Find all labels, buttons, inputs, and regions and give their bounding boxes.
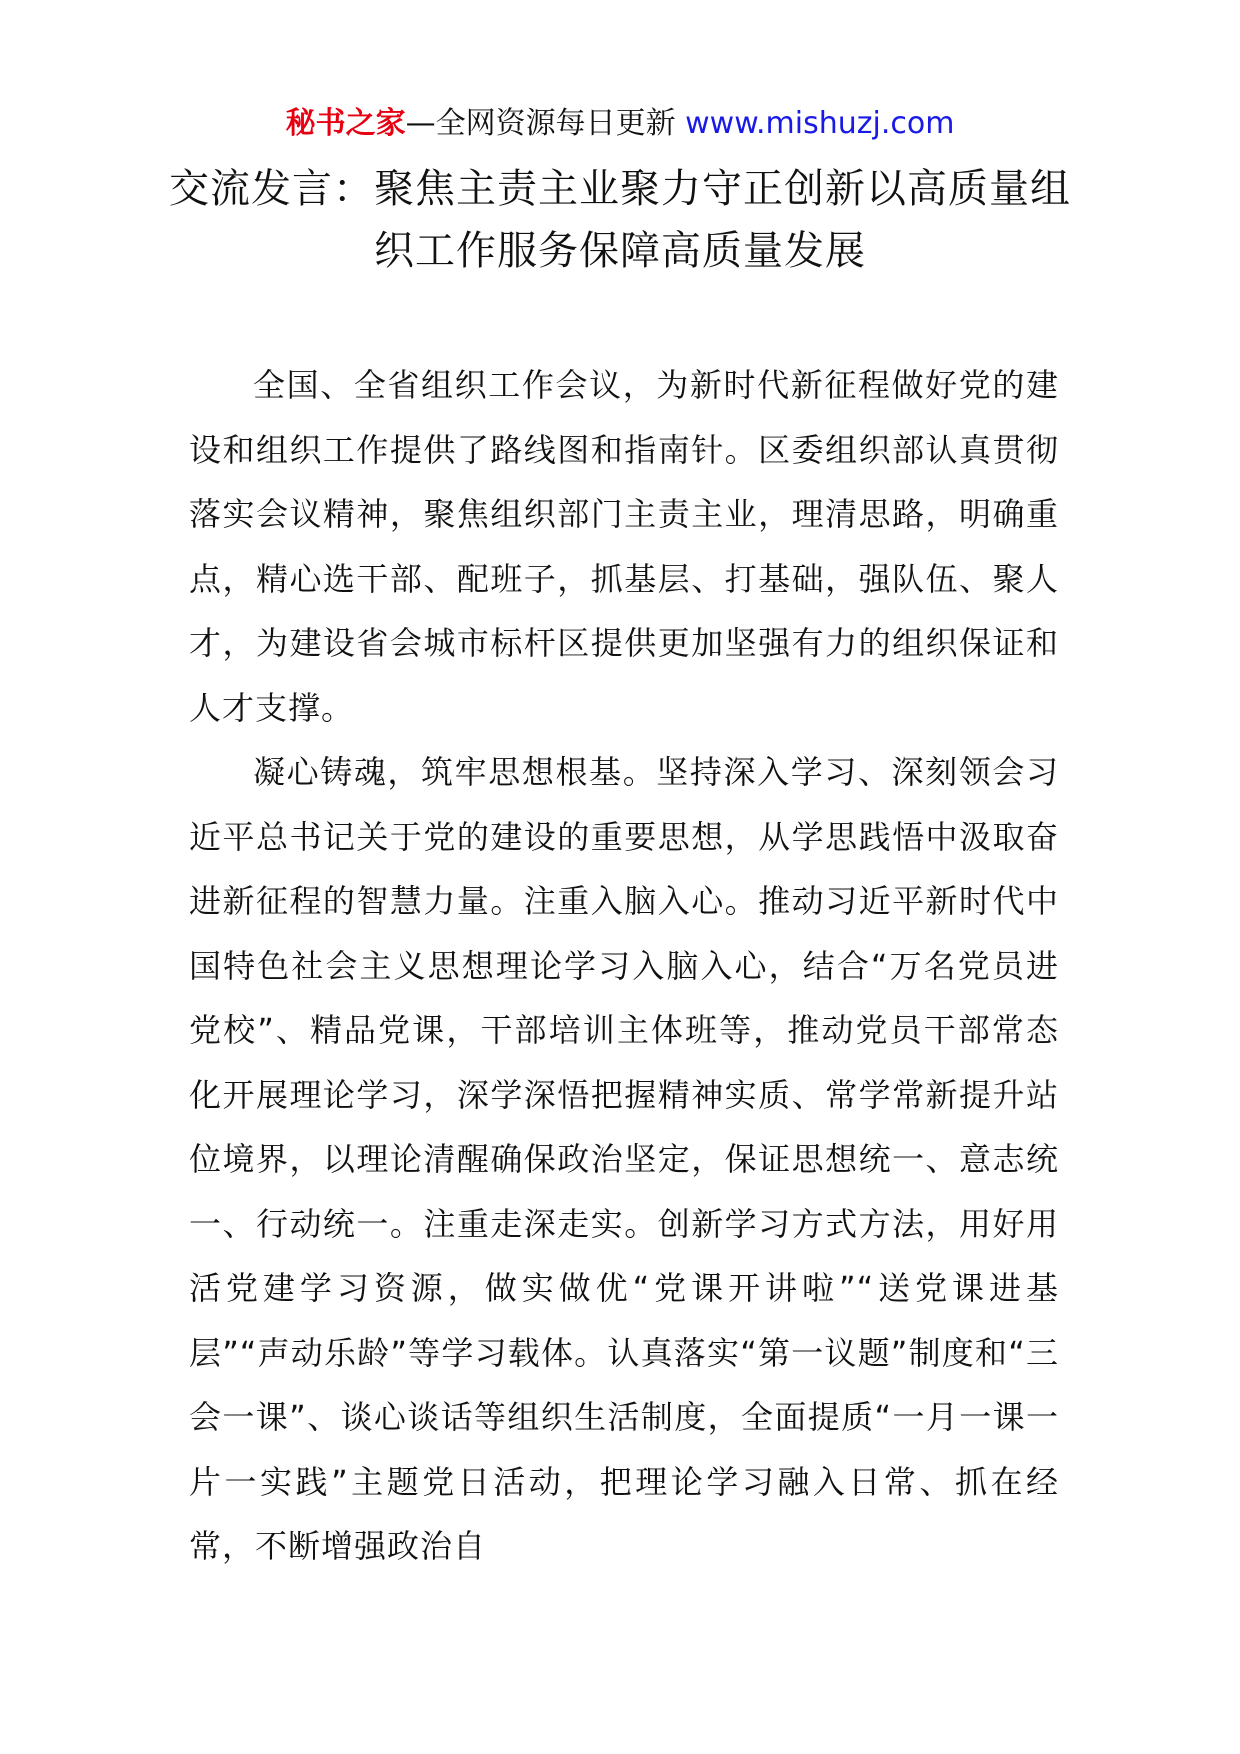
site-url-link[interactable]: www.mishuzj.com xyxy=(685,106,955,141)
site-header xyxy=(0,102,1240,146)
paragraph-section-1: 凝心铸魂，筑牢思想根基。坚持深入学习、深刻领会习近平总书记关于党的建设的重要思想，从学思践悟中汲取奋进新征程的智慧力量。注重入脑入心。推动习近平新时代中国特色社会主义思想理论学习入脑入心，结合“万名党员进党校”、精品党课，干部培训主体班等，推动党员干部常态化开展理论学习，深学深悟把握精神实质、常学常新提升站位境界，以理论清醒确保政治坚定，保证思想统一、意志统一、行动统一。注重走深走实。创新学习方式方法，用好用活党建学习资源，做实做优“党课开讲啦”“送党课进基层”“声动乐龄”等学习载体。认真落实“第一议题”制度和“三会一课”、谈心谈话等组织生活制度，全面提质“一月一课一片一实践”主题党日活动，把理论学习融入日常、抓在经常，不断增强政治自 xyxy=(189,753,1059,1565)
site-tagline: —全网资源每日更新 xyxy=(405,106,686,141)
document-body xyxy=(189,353,1059,1579)
site-brand: 秘书之家 xyxy=(285,106,406,141)
paragraph-intro: 全国、全省组织工作会议，为新时代新征程做好党的建设和组织工作提供了路线图和指南针。区委组织部认真贯彻落实会议精神，聚焦组织部门主责主业，理清思路，明确重点，精心选干部、配班子，抓基层、打基础，强队伍、聚人才，为建设省会城市标杆区提供更加坚强有力的组织保证和人才支撑。 xyxy=(189,366,1059,727)
document-title: 交流发言：聚焦主责主业聚力守正创新以高质量组织工作服务保障高质量发展 xyxy=(169,166,1071,274)
